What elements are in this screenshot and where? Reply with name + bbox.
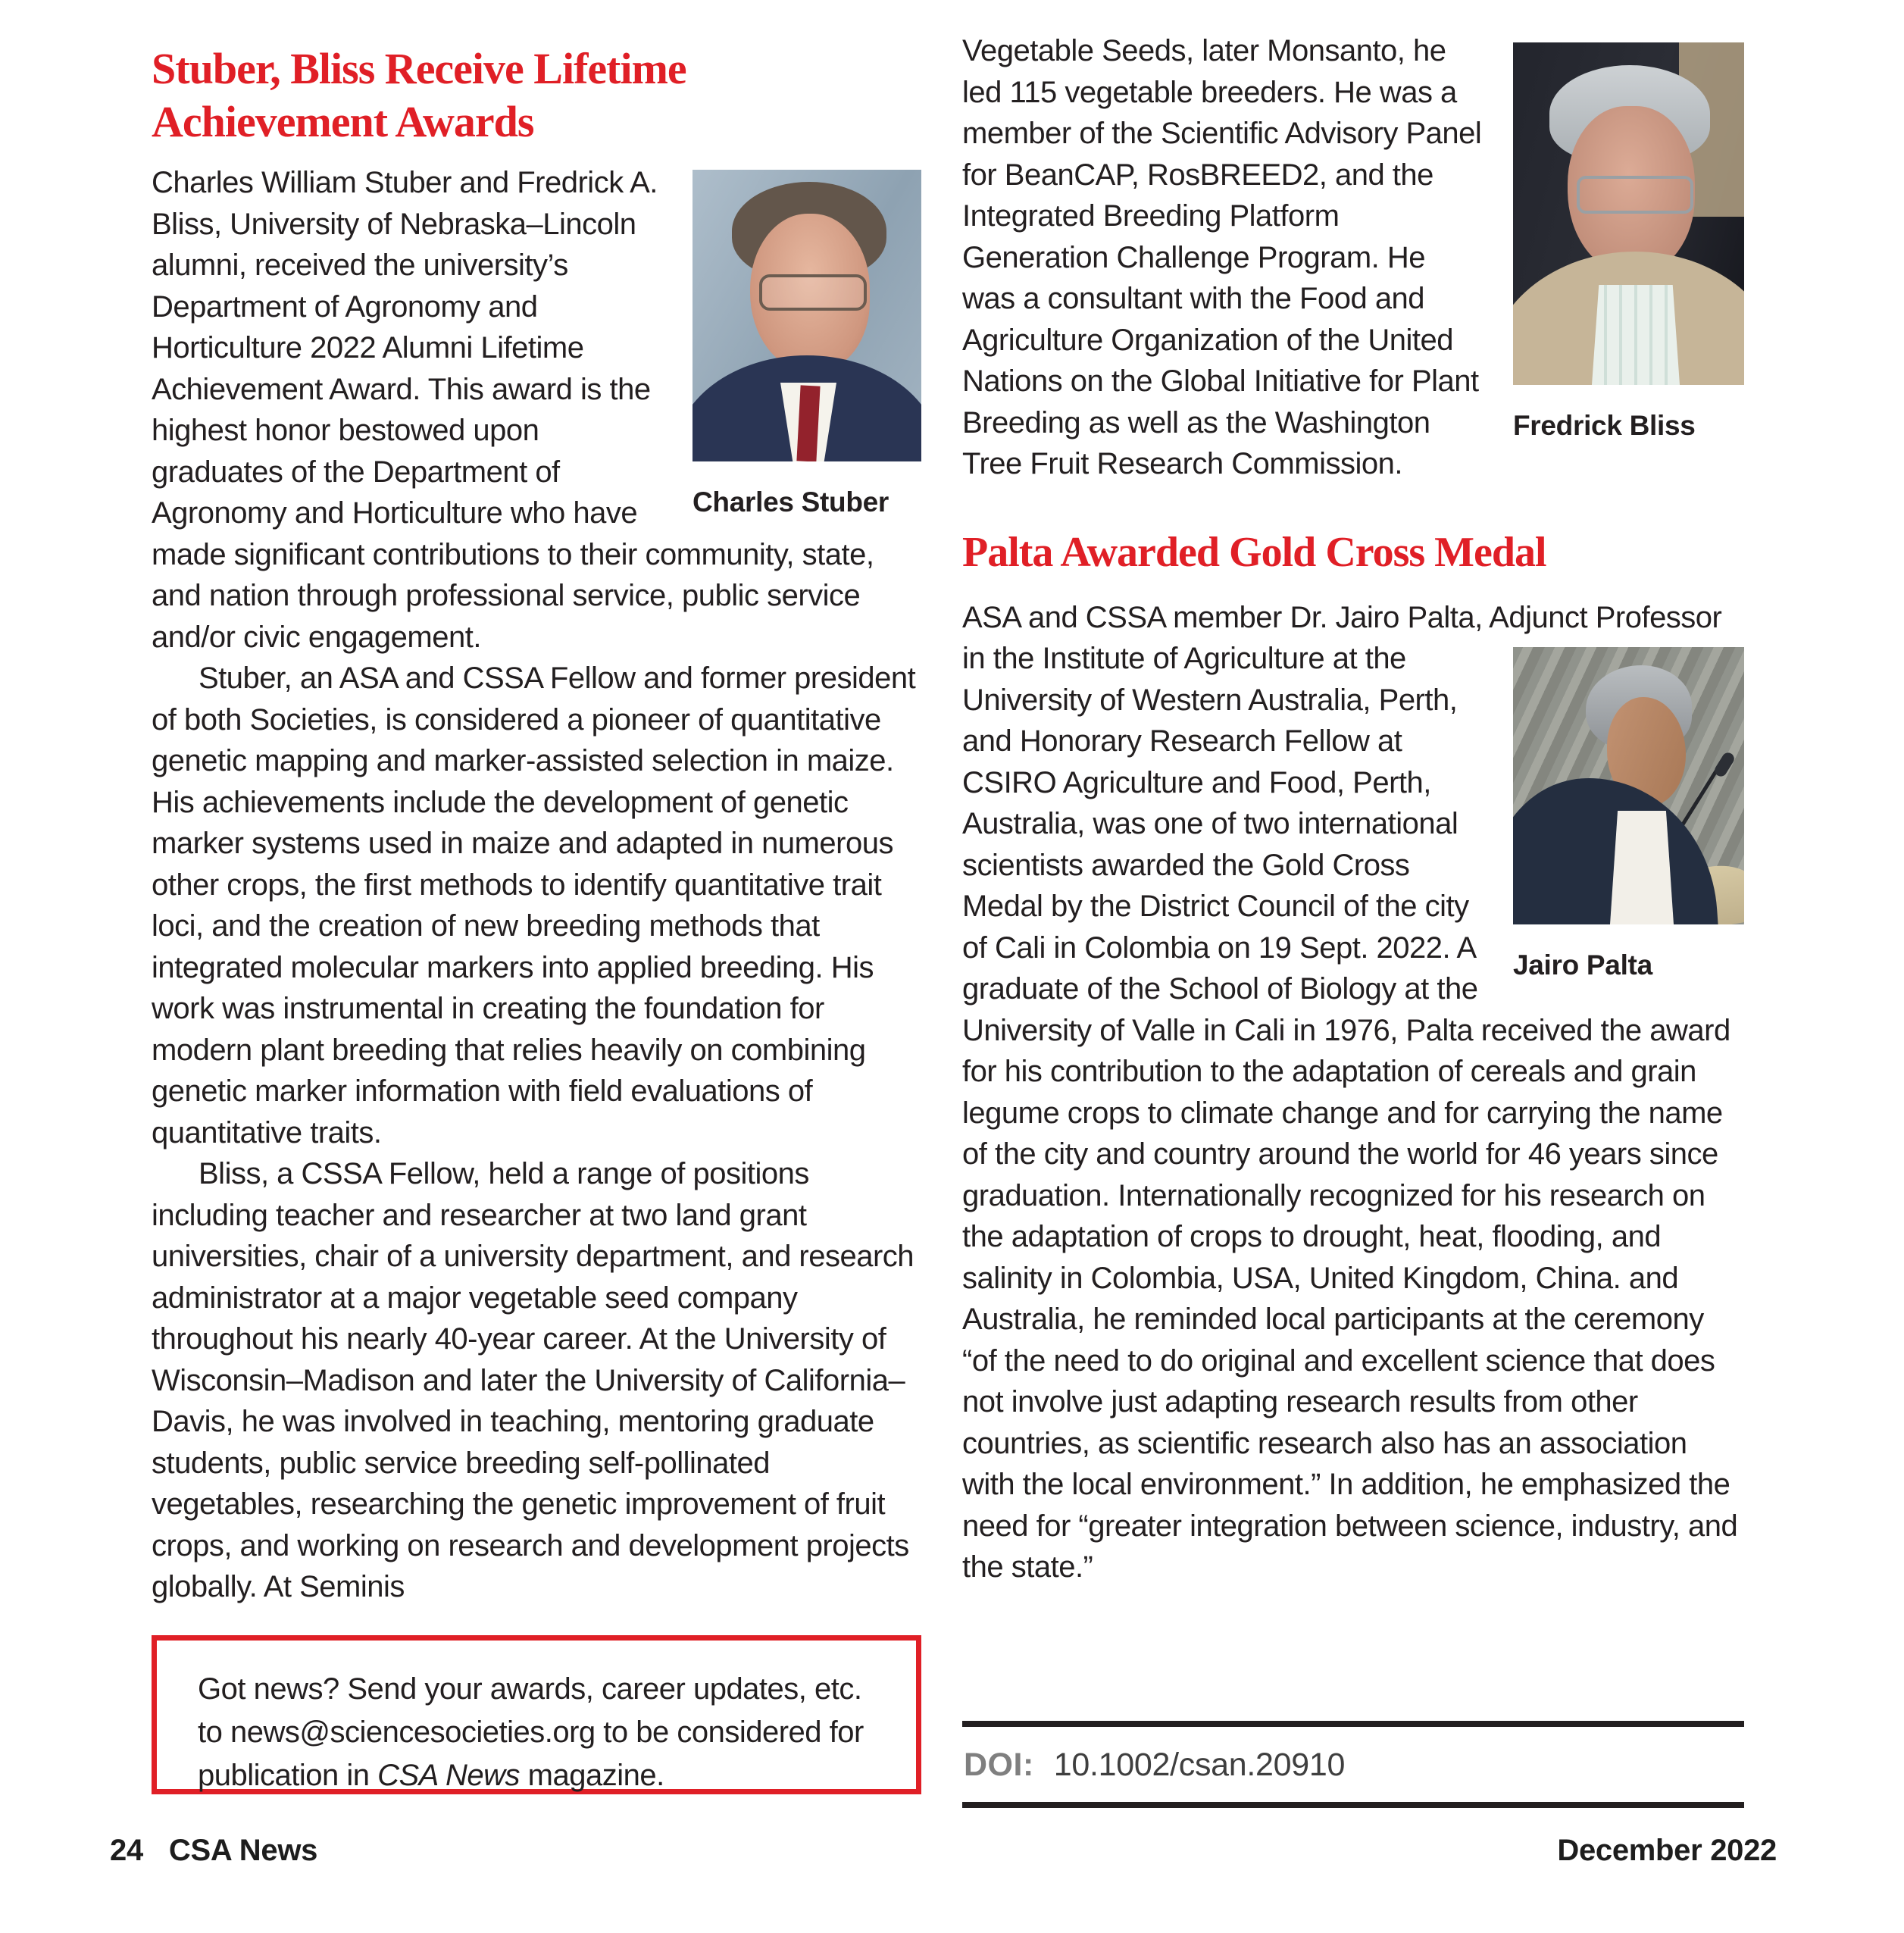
footer-magazine-name: CSA News [168, 1834, 318, 1867]
fredrick-bliss-photo [1513, 42, 1744, 385]
stuber-paragraph-1-text: Charles William Stuber and Fredrick A. Bliss, University of Nebraska–Lincoln alumni, received the university’s Department of Agronomy and Horticulture 2022 Alumni Lifetime Achievement Award. This award is the highest honor bestowed upon graduates of the Department of Agronomy and Horticulture who have made significant contributions to their community, state, and nation through professional service, public service and/or civic engagement. [152, 166, 874, 654]
got-news-magazine-title: CSA News [377, 1759, 521, 1792]
portrait-tie [796, 385, 820, 461]
bliss-paragraph: Bliss, a CSSA Fellow, held a range of positions including teacher and researcher at two land grant universities, chair of a university department, and research administrator at a major vegetable seed company throughout his nearly 40-year career. At the University of Wisconsin–Madison and later the University of California–Davis, he was involved in teaching, mentoring graduate students, public service breeding self-pollinated vegetables, researching the genetic improvement of fruit crops, and working on research and development projects globally. At Seminis [152, 1157, 914, 1603]
doi-row [962, 1727, 1744, 1802]
portrait-glasses [759, 274, 867, 311]
doi-bottom-rule [962, 1802, 1744, 1808]
left-column [152, 42, 921, 1619]
article-title-palta: Palta Awarded Gold Cross Medal [962, 528, 1546, 576]
portrait-shirt [1610, 811, 1674, 924]
article-title-stuber-bliss: Stuber, Bliss Receive Lifetime Achievement Awards [152, 44, 686, 146]
jairo-palta-figure [1513, 647, 1744, 982]
got-news-callout-box [152, 1635, 921, 1794]
charles-stuber-caption: Charles Stuber [693, 486, 889, 518]
fredrick-bliss-figure [1513, 42, 1744, 443]
right-column [962, 30, 1744, 1716]
doi-value: 10.1002/csan.20910 [1053, 1747, 1346, 1783]
palta-lead-text: ASA and CSSA member Dr. Jairo Palta, Adjunct Professor [962, 600, 1722, 634]
footer-issue-date: December 2022 [1557, 1834, 1777, 1867]
fredrick-bliss-caption: Fredrick Bliss [1513, 410, 1696, 441]
microphone-head [1712, 750, 1737, 778]
portrait-glasses [1577, 176, 1693, 214]
doi-top-rule [962, 1721, 1744, 1727]
got-news-text: Got news? Send your awards, career updates, etc. to news@sciencesocieties.org to be considered for publication in [198, 1672, 864, 1792]
palta-paragraph [962, 597, 1744, 1588]
jairo-palta-photo [1513, 647, 1744, 924]
jairo-palta-caption: Jairo Palta [1513, 949, 1652, 981]
bliss-continuation-paragraph [962, 30, 1744, 485]
stuber-paragraph-2: Stuber, an ASA and CSSA Fellow and former president of both Societies, is considered a pioneer of quantitative genetic mapping and marker-assisted selection in maize. His achievements include the development of genetic marker systems used in maize and adapted in numerous other crops, the first methods to identify quantitative trait loci, and the creation of new breeding methods that integrated molecular markers into applied breeding. His work was instrumental in creating the foundation for modern plant breeding that relies heavily on combining genetic marker information with field evaluations of quantitative traits. [152, 662, 916, 1149]
charles-stuber-photo [693, 170, 921, 461]
got-news-text-end: magazine. [520, 1759, 664, 1792]
footer-left [110, 1834, 317, 1868]
charles-stuber-figure [693, 170, 921, 519]
footer-page-number: 24 [110, 1834, 143, 1867]
doi-block [962, 1721, 1744, 1808]
portrait-shirt [1592, 285, 1680, 385]
bliss-continuation-text: Vegetable Seeds, later Monsanto, he led 115 vegetable breeders. He was a member of the Scientific Advisory Panel for BeanCAP, RosBREED2, and the Integrated Breeding Platform Generation Challenge Program. He was a consultant with the Food and Agriculture Organization of the United Nations on the Global Initiative for Plant Breeding as well as the Washington Tree Fruit Research Commission. [962, 34, 1482, 480]
palta-body-text: in the Institute of Agriculture at the University of Western Australia, Perth, and Honorary Research Fellow at CSIRO Agriculture and Food, Perth, Australia, was one of two international scientists awarded the Gold Cross Medal by the District Council of the city of Cali in Colombia on 19 Sept. 2022. A graduate of the School of Biology at the University of Valle in Cali in 1976, Palta received the award for his contribution to the adaptation of cereals and grain legume crops to climate change and for carrying the name of the city and country around the world for 46 years since graduation. Internationally recognized for his research on the adaptation of crops to drought, heat, flooding, and salinity in Colombia, USA, United Kingdom, China. and Australia, he reminded local participants at the ceremony “of the need to do original and excellent science that does not involve just adapting research results from other countries, as scientific research also has an association with the local environment.” In addition, he emphasized the need for “greater integration between science, industry, and the state.” [962, 642, 1738, 1584]
stuber-paragraph-1 [152, 162, 921, 658]
doi-label: DOI: [964, 1747, 1034, 1783]
